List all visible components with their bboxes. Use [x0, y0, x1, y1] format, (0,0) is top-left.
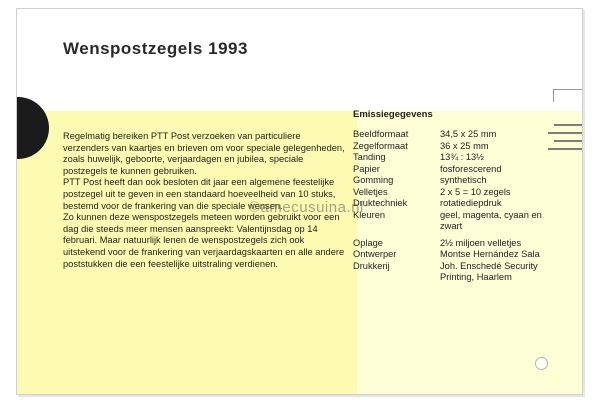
- description-paragraph: PTT Post heeft dan ook besloten dit jaar een algemene feestelijke postzegel uit te geven in een standaard hoeveelheid van 10 stuks, bestemd voor de frankering van die speciale wensen.: [63, 177, 336, 211]
- spec-row: Drukkerij Joh. Enschedé Security Printing, Haarlem: [353, 260, 538, 282]
- description-paragraph: Zo kunnen deze wenspostzegels meteen worden gebruikt voor een dag die steeds meer mensen aanspreekt: Valentijnsdag op 14 februari. Maar natuurlijk lenen de wenspostzegels zich ook uitstekend voor de frankering van verjaardagskaarten en alle andere poststukken die een feestelijke uitstraling verdienen.: [63, 212, 345, 269]
- spec-row: Tanding 13¾ : 13½: [353, 152, 484, 162]
- corner-bracket-decoration: [553, 89, 583, 102]
- stripe-decoration: [554, 124, 582, 156]
- spec-row: Zegelformaat 36 x 25 mm: [353, 140, 489, 151]
- spec-row: Druktechniek rotatiediepdruk: [353, 198, 502, 208]
- page-title: Wenspostzegels 1993: [63, 39, 248, 58]
- spec-row: Oplage 2½ miljoen velletjes: [353, 237, 522, 248]
- description-paragraph: Regelmatig bereiken PTT Post verzoeken van particuliere verzenders van kaartjes en brieven om voor speciale gelegenheden, zoals huwelijk, geboorte, verjaardagen en jubilea, speciale postzegels te kunnen gebruiken.: [63, 131, 345, 176]
- spec-row: Beeldformaat 34,5 x 25 mm: [353, 129, 497, 139]
- spec-row: Ontwerper Montse Hernández Sala: [353, 249, 540, 259]
- issue-details: [353, 109, 558, 284]
- spec-row: Velletjes 2 x 5 = 10 zegels: [353, 186, 511, 197]
- stamp-info-card: [16, 8, 583, 395]
- spec-row: Kleuren geel, magenta, cyaan en zwart: [353, 209, 542, 231]
- spec-row: Papier fosforescerend: [353, 163, 502, 174]
- issue-heading: Emissiegegevens: [353, 109, 433, 120]
- spec-row: Gomming synthetisch: [353, 175, 487, 185]
- punch-hole-decoration: [535, 357, 548, 370]
- watermark: ©amecusuina.nl: [249, 199, 364, 216]
